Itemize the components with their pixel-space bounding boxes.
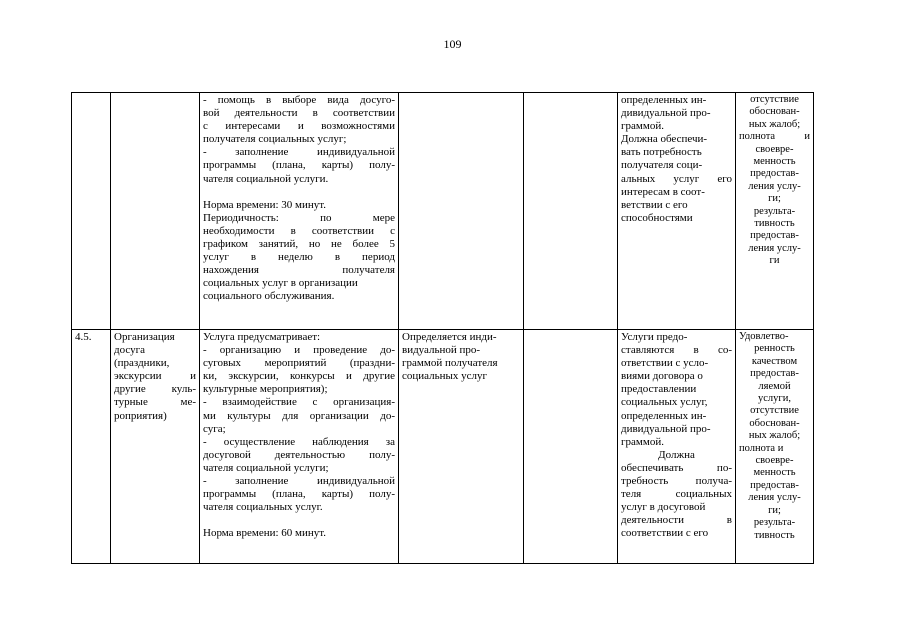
cell-line: Услуга предусматривает: <box>203 331 321 343</box>
cell-line: граммой. <box>621 120 664 133</box>
service-name-cell <box>111 330 200 564</box>
cell-line: ми культуры для организации до- <box>203 409 395 422</box>
cell-line: дивидуальной про- <box>621 422 711 435</box>
cell-line: ки, экскурсии, конкурсы и другие <box>203 370 395 383</box>
cell-line: ных жалоб; <box>748 430 801 442</box>
service-description-cell <box>200 93 399 330</box>
cell-line: граммой получателя <box>402 357 498 370</box>
cell-line <box>203 186 395 199</box>
cell-line: Организация <box>114 331 175 343</box>
cell-line: менность <box>753 156 796 168</box>
cell-line: интересам в соот- <box>621 185 705 198</box>
service-standards-table <box>71 92 814 564</box>
cell-line: культурные мероприятия); <box>203 383 328 396</box>
cell-line: Должна обеспечи- <box>621 133 708 146</box>
cell-line: дивидуальной про- <box>621 107 711 120</box>
cell-line: ления услу- <box>748 492 801 504</box>
quality-criteria-cell <box>736 93 814 330</box>
cell-line: Норма времени: 30 минут. <box>203 198 327 211</box>
cell-line: - осуществление наблюдения за <box>203 435 395 448</box>
service-name-cell <box>111 93 200 330</box>
cell-line: суговых мероприятий (праздни- <box>203 357 395 370</box>
cell-line: суга; <box>203 422 226 435</box>
cell-line: социальных услуг в организации <box>203 277 358 290</box>
service-volume-cell <box>524 93 618 330</box>
cell-line: ления услу- <box>748 242 801 254</box>
cell-line: Норма времени: 60 минут. <box>203 527 327 540</box>
cell-line: ренность <box>754 343 795 355</box>
cell-line: экскурсии и <box>114 370 196 383</box>
cell-line <box>203 514 395 527</box>
cell-line: - взаимодействие с организация- <box>203 396 395 409</box>
cell-line: ги; <box>768 504 781 516</box>
cell-line: Услуги предо- <box>621 331 688 343</box>
cell-line: обоснован- <box>749 106 800 118</box>
cell-line: чателя социальной услуги. <box>203 172 329 185</box>
cell-line: теля социальных <box>621 488 732 501</box>
cell-line: чателя социальных услуг. <box>203 501 323 514</box>
cell-line: другие куль- <box>114 383 196 396</box>
cell-line: предостав- <box>750 168 799 180</box>
cell-line: ных жалоб; <box>748 118 801 130</box>
cell-line: услуги, <box>758 393 791 405</box>
cell-line: ления услу- <box>748 180 801 192</box>
cell-line: 4.5. <box>75 331 92 343</box>
cell-line: результа- <box>753 517 796 529</box>
cell-line: социального обслуживания. <box>203 290 335 303</box>
cell-line: программы (плана, карты) полу- <box>203 159 395 172</box>
cell-line: ги; <box>768 193 781 205</box>
service-cost-cell <box>399 93 524 330</box>
cell-line: Определяется инди- <box>402 331 497 343</box>
cell-line: ставляются в со- <box>621 344 732 357</box>
cell-line: полнота и <box>739 442 784 454</box>
table-row <box>72 330 814 564</box>
row-number-cell <box>72 93 111 330</box>
cell-line: ответствии с усло- <box>621 357 709 370</box>
cell-line: определенных ин- <box>621 409 707 422</box>
cell-line: графиком занятий, но не более 5 <box>203 237 395 250</box>
cell-line: отсутствие <box>750 94 799 105</box>
cell-line: программы (плана, карты) полу- <box>203 488 395 501</box>
cell-line: социальных услуг, <box>621 396 708 409</box>
cell-line: Удовлетво- <box>739 331 789 342</box>
cell-line: тивность <box>754 529 795 541</box>
cell-line: своевре- <box>755 455 794 467</box>
cell-line: услуг в неделю в период <box>203 251 395 264</box>
cell-line: менность <box>753 467 796 479</box>
cell-line: получателя социальных услуг; <box>203 133 347 146</box>
cell-line: получателя соци- <box>621 159 703 172</box>
cell-line: результа- <box>753 205 796 217</box>
cell-line: требность получа- <box>621 475 732 488</box>
cell-line: социальных услуг <box>402 370 488 383</box>
cell-line: (праздники, <box>114 357 170 370</box>
cell-line: отсутствие <box>750 405 799 417</box>
cell-line: ветствии с его <box>621 198 688 211</box>
cell-line: ляемой <box>758 380 791 392</box>
cell-line: Должна <box>658 448 695 461</box>
cell-line: обеспечивать по- <box>621 461 732 474</box>
service-cost-cell <box>399 330 524 564</box>
cell-line: соответствии с его <box>621 527 709 540</box>
cell-line: вать потребность <box>621 146 702 159</box>
cell-line: досуга <box>114 344 146 357</box>
cell-line: услуг в досуговой <box>621 501 706 514</box>
cell-line: предоставлении <box>621 383 697 396</box>
cell-line: нахождения получателя <box>203 264 395 277</box>
cell-line: с интересами и возможностями <box>203 120 395 133</box>
cell-line: вой деятельности в соответствии <box>203 107 395 120</box>
cell-line: - заполнение индивидуальной <box>203 475 395 488</box>
cell-line: своевре- <box>755 143 794 155</box>
cell-line: полнота и <box>739 131 810 143</box>
service-conditions-cell <box>618 330 736 564</box>
service-description-cell <box>200 330 399 564</box>
cell-line: способностями <box>621 211 693 224</box>
cell-line: определенных ин- <box>621 94 707 106</box>
cell-line: необходимости в соответствии с <box>203 224 395 237</box>
cell-line: - организацию и проведение до- <box>203 344 395 357</box>
cell-line: виями договора о <box>621 370 703 383</box>
cell-line: предостав- <box>750 479 799 491</box>
page-number: 109 <box>443 37 462 51</box>
row-number-cell <box>72 330 111 564</box>
cell-line: предостав- <box>750 368 799 380</box>
service-volume-cell <box>524 330 618 564</box>
cell-line: обоснован- <box>749 417 800 429</box>
cell-line: качеством <box>751 355 798 367</box>
table-row <box>72 93 814 330</box>
cell-line: турные ме- <box>114 396 196 409</box>
cell-line: предостав- <box>750 230 799 242</box>
cell-line: граммой. <box>621 435 664 448</box>
cell-line: альных услуг его <box>621 172 732 185</box>
service-conditions-cell <box>618 93 736 330</box>
cell-line: - помощь в выборе вида досуго- <box>203 94 395 106</box>
cell-line: тивность <box>754 218 795 230</box>
cell-line: роприятия) <box>114 409 167 422</box>
cell-line: - заполнение индивидуальной <box>203 146 395 159</box>
cell-line: Периодичность: по мере <box>203 211 395 224</box>
cell-line: видуальной про- <box>402 344 481 357</box>
cell-line: досуговой деятельностью полу- <box>203 448 395 461</box>
cell-line: деятельности в <box>621 514 732 527</box>
quality-criteria-cell <box>736 330 814 564</box>
cell-line: ги <box>769 255 780 267</box>
cell-line: чателя социальной услуги; <box>203 461 329 474</box>
